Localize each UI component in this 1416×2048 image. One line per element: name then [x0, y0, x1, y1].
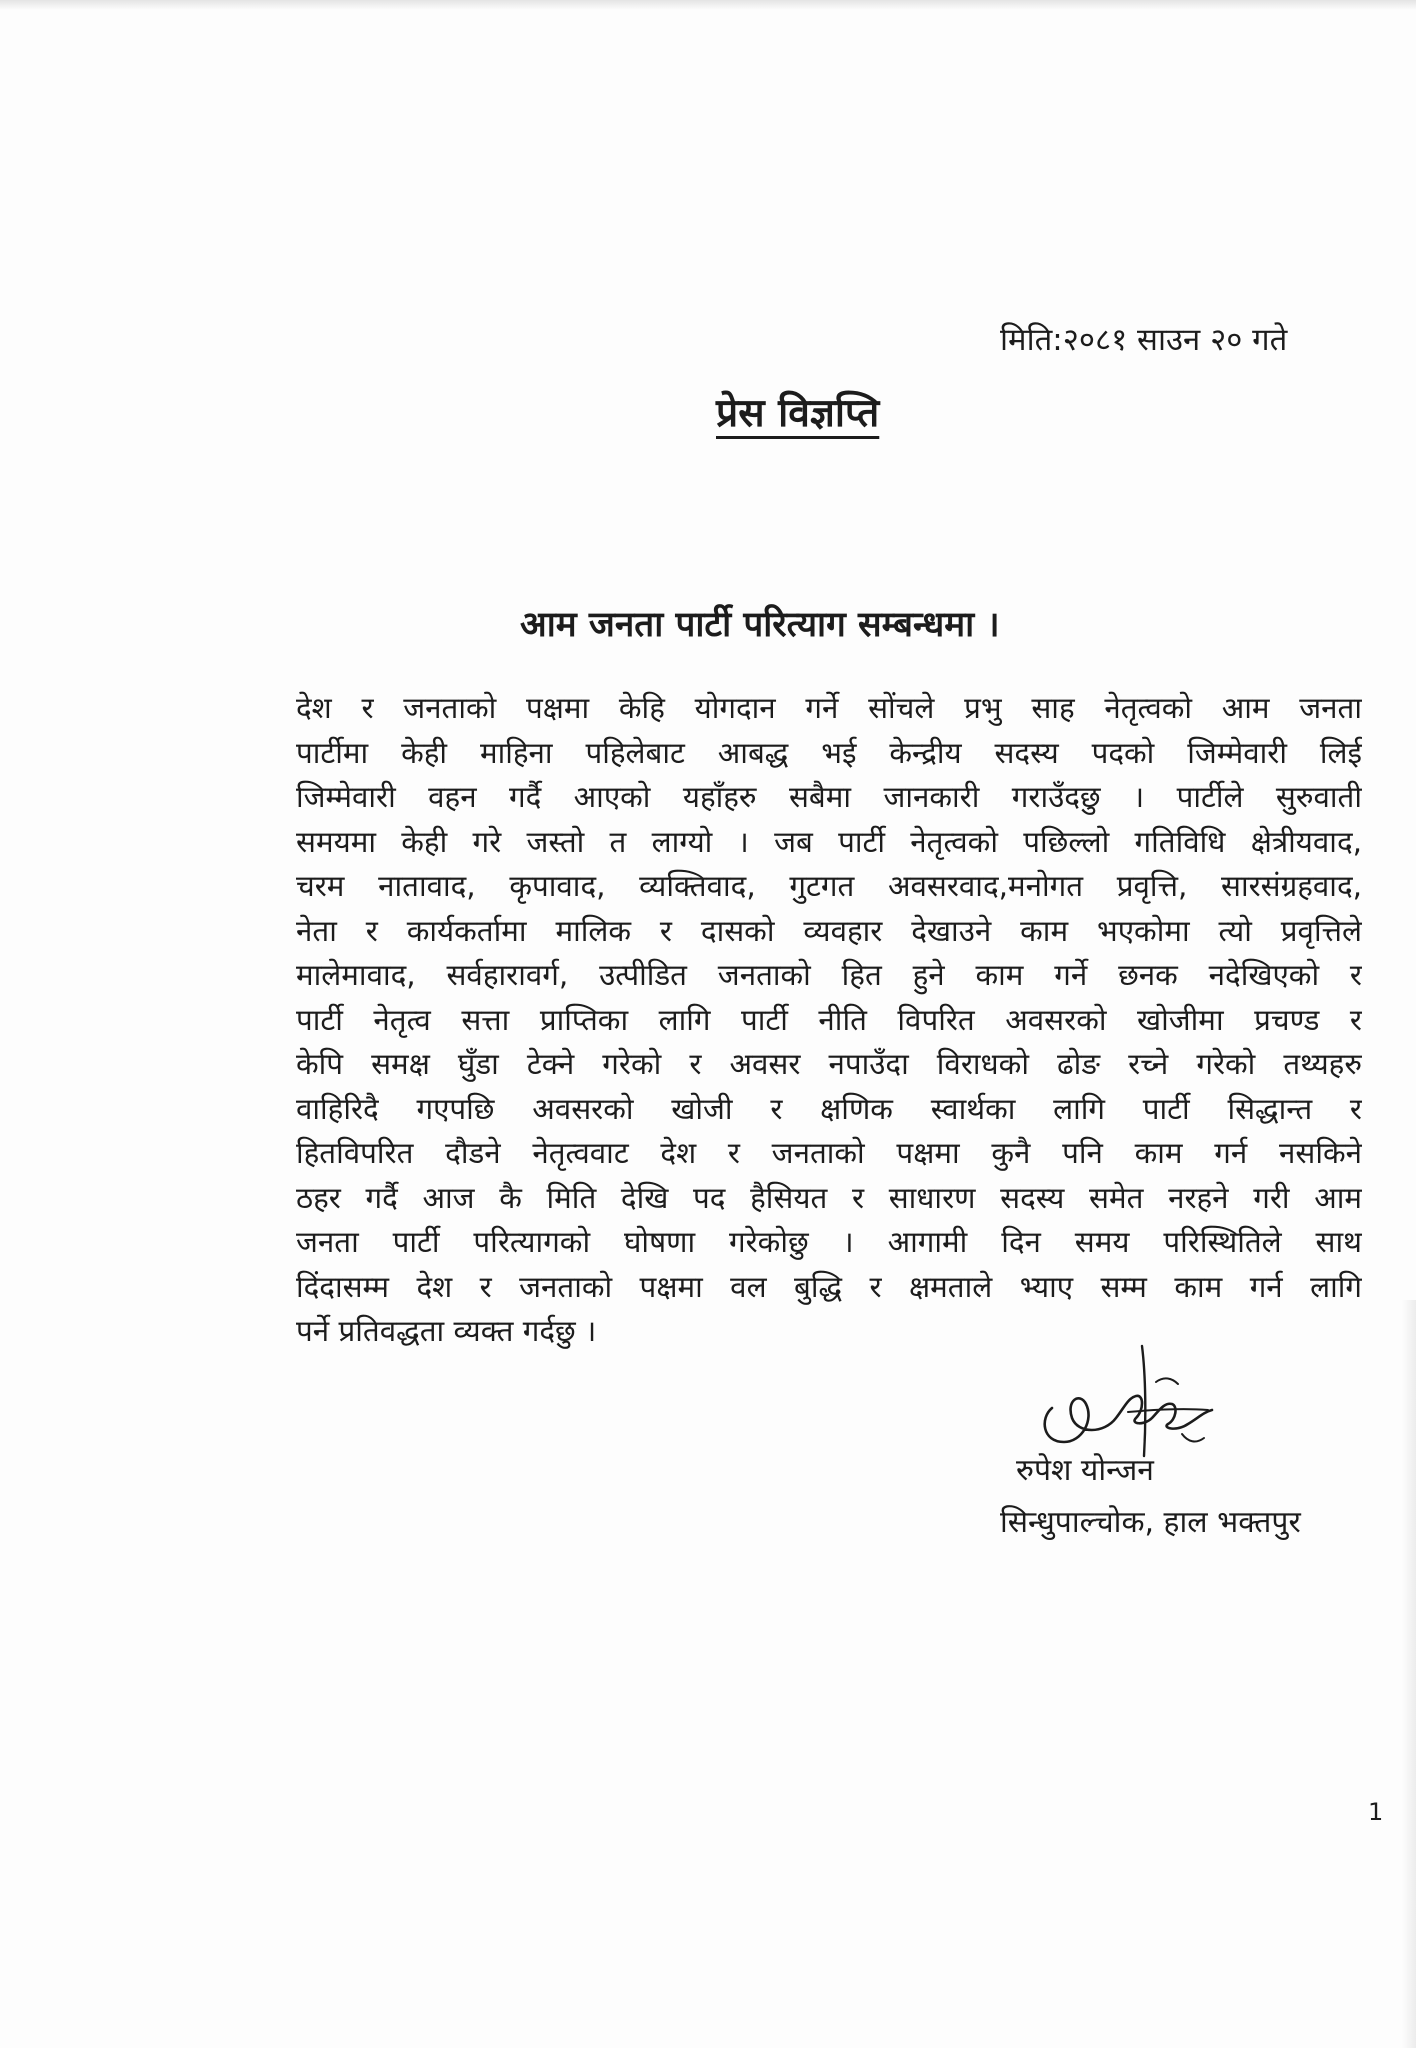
body-line: देश र जनताको पक्षमा केहि योगदान गर्ने सोंचले प्रभु साह नेतृत्वको आम जनता: [296, 691, 1362, 725]
body-line: वाहिरिदै गएपछि अवसरको खोजी र क्षणिक स्वार्थका लागि पार्टी सिद्धान्त र: [296, 1091, 1362, 1126]
body-line: मालेमावाद, सर्वहारावर्ग, उत्पीडित जनताको हित हुने काम गर्ने छनक नदेखिएको र: [296, 958, 1362, 992]
body-line: पार्टीमा केही माहिना पहिलेबाट आबद्ध भई केन्द्रीय सदस्य पदको जिम्मेवारी लिई: [296, 735, 1362, 770]
scan-top-edge: [0, 0, 1416, 10]
body-line: समयमा केही गरे जस्तो त लाग्यो । जब पार्टी नेतृत्वको पछिल्लो गतिविधि क्षेत्रीयवाद,: [296, 824, 1362, 859]
subject-heading: आम जनता पार्टी परित्याग सम्बन्धमा ।: [520, 605, 1000, 645]
body-line: ठहर गर्दै आज कै मिति देखि पद हैसियत र साधारण सदस्य समेत नरहने गरी आम: [296, 1180, 1362, 1215]
scan-right-edge: [1402, 1300, 1416, 2048]
body-paragraph: [296, 686, 1362, 1354]
page-number: 1: [1368, 1798, 1384, 1826]
body-line: जनता पार्टी परित्यागको घोषणा गरेकोछु । आगामी दिन समय परिस्थितिले साथ: [296, 1225, 1362, 1259]
body-line: केपि समक्ष घुँडा टेक्ने गरेको र अवसर नपाउँदा विराधको ढोङ रच्ने गरेको तथ्यहरु: [296, 1047, 1362, 1081]
body-line: पर्ने प्रतिवद्धता व्यक्त गर्दछु ।: [296, 1314, 597, 1348]
body-line: नेता र कार्यकर्तामा मालिक र दासको व्यवहार देखाउने काम भएकोमा त्यो प्रवृत्तिले: [296, 913, 1362, 948]
page-title: प्रेस विज्ञप्ति: [716, 391, 880, 436]
document-date: मिति:२०८१ साउन २० गते: [1000, 322, 1288, 358]
body-line: पार्टी नेतृत्व सत्ता प्राप्तिका लागि पार्टी नीति विपरित अवसरको खोजीमा प्रचण्ड र: [296, 1002, 1362, 1037]
body-line: चरम नातावाद, कृपावाद, व्यक्तिवाद, गुटगत अवसरवाद,मनोगत प्रवृत्ति, सारसंग्रहवाद,: [296, 869, 1362, 903]
body-line: दिंदासम्म देश र जनताको पक्षमा वल बुद्धि र क्षमताले भ्याए सम्म काम गर्न लागि: [296, 1269, 1362, 1304]
body-line: जिम्मेवारी वहन गर्दै आएको यहाँहरु सबैमा जानकारी गराउँदछु । पार्टीले सुरुवाती: [296, 780, 1362, 814]
signer-address: सिन्धुपाल्चोक, हाल भक्तपुर: [1000, 1505, 1301, 1540]
body-line: हितविपरित दौडने नेतृत्ववाट देश र जनताको पक्षमा कुनै पनि काम गर्न नसकिने: [296, 1136, 1362, 1170]
signer-name: रुपेश योन्जन: [1016, 1453, 1154, 1488]
